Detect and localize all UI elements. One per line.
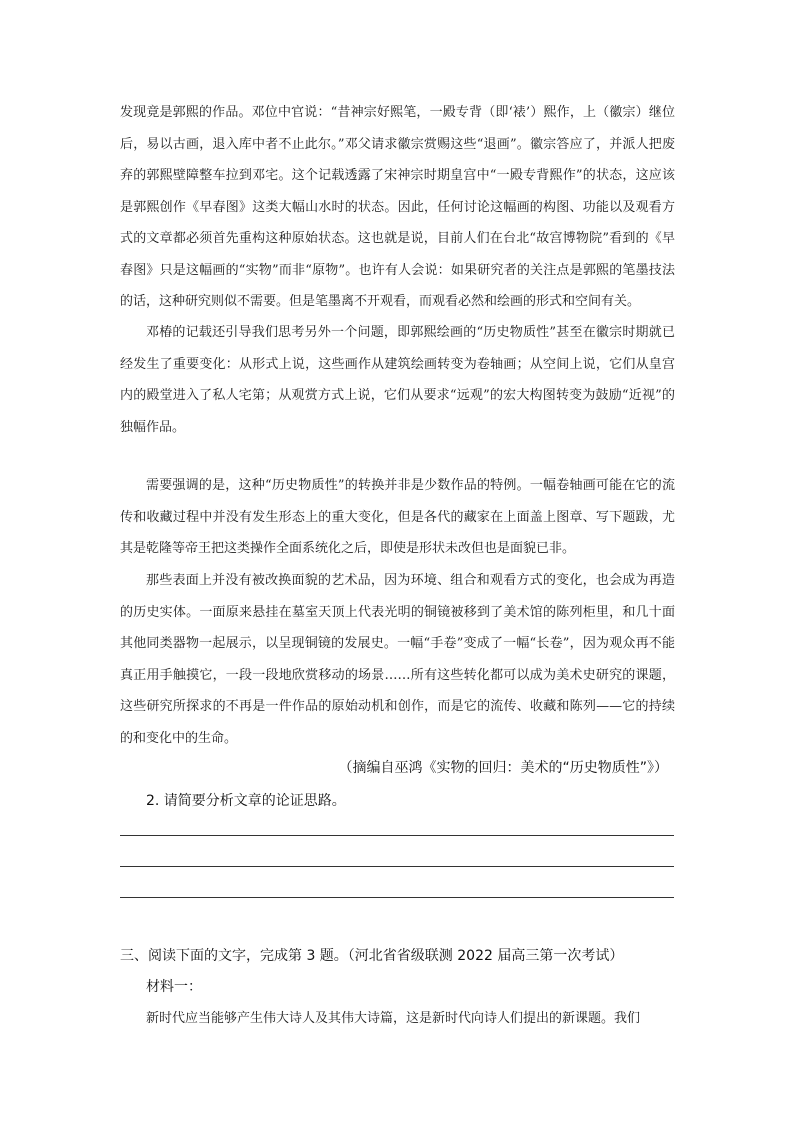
passage-paragraph-3: 需要强调的是，这种“历史物质性”的转换并非是少数作品的特例。一幅卷轴画可能在它的流传和收藏过程中并没有发生形态上的重大变化，但是各代的藏家在上面盖上图章、写下题跋，尤其是乾隆等帝王把这类操作全面系统化之后，即使是形状未改但也是面貌已非。 bbox=[120, 478, 675, 556]
section-3-heading: 三、阅读下面的文字，完成第 3 题。（河北省省级联测 2022 届高三第一次考试） bbox=[120, 948, 624, 964]
question-2-prompt: 2. 请简要分析文章的论证思路。 bbox=[146, 793, 346, 809]
answer-line-2[interactable] bbox=[120, 866, 674, 867]
passage-source-citation: （摘编自巫鸿《实物的回归：美术的“历史物质性”》） bbox=[338, 760, 668, 776]
material-1-label: 材料一： bbox=[146, 979, 202, 995]
answer-line-3[interactable] bbox=[120, 897, 674, 898]
material-1-first-line: 新时代应当能够产生伟大诗人及其伟大诗篇，这是新时代向诗人们提出的新课题。我们 bbox=[146, 1011, 641, 1026]
passage-paragraph-4: 那些表面上并没有被改换面貌的艺术品，因为环境、组合和观看方式的变化，也会成为再造的历史实体。一面原来悬挂在墓室天顶上代表光明的铜镜被移到了美术馆的陈列柜里，和几十面其他同类器物一起展示，以呈现铜镜的发展史。一幅“手卷”变成了一幅“长卷”，因为观众再不能真正用手触摸它，一段一段地欣赏移动的场景……所有这些转化都可以成为美术史研究的课题，这些研究所探求的不再是一件作品的原始动机和创作，而是它的流传、收藏和陈列——它的持续的和变化中的生命。 bbox=[120, 573, 675, 746]
passage-paragraph-1: 发现竟是郭熙的作品。邓位中官说：“昔神宗好熙笔，一殿专背（即‘裱’）熙作，上（徽宗）继位后，易以古画，退入库中者不止此尔。”邓父请求徽宗赏赐这些“退画”。徽宗答应了，并派人把废弃的郭熙壁障整车拉到邓宅。这个记载透露了宋神宗时期皇宫中“一殿专背熙作”的状态，这应该是郭熙创作《早春图》这类大幅山水时的状态。因此，任何讨论这幅画的构图、功能以及观看方式的文章都必须首先重构这种原始状态。这也就是说，目前人们在台北“故宫博物院”看到的《早春图》只是这幅画的“实物”而非“原物”。也许有人会说：如果研究者的关注点是郭熙的笔墨技法的话，这种研究则似不需要。但是笔墨离不开观看，而观看必然和绘画的形式和空间有关。 bbox=[120, 105, 675, 309]
passage-paragraph-2: 邓椿的记载还引导我们思考另外一个问题，即郭熙绘画的“历史物质性”甚至在徽宗时期就已经发生了重要变化：从形式上说，这些画作从建筑绘画转变为卷轴画；从空间上说，它们从皇宫内的殿堂进入了私人宅第；从观赏方式上说，它们从要求“远观”的宏大构图转变为鼓励“近视”的独幅作品。 bbox=[120, 325, 675, 435]
answer-line-1[interactable] bbox=[120, 835, 674, 836]
